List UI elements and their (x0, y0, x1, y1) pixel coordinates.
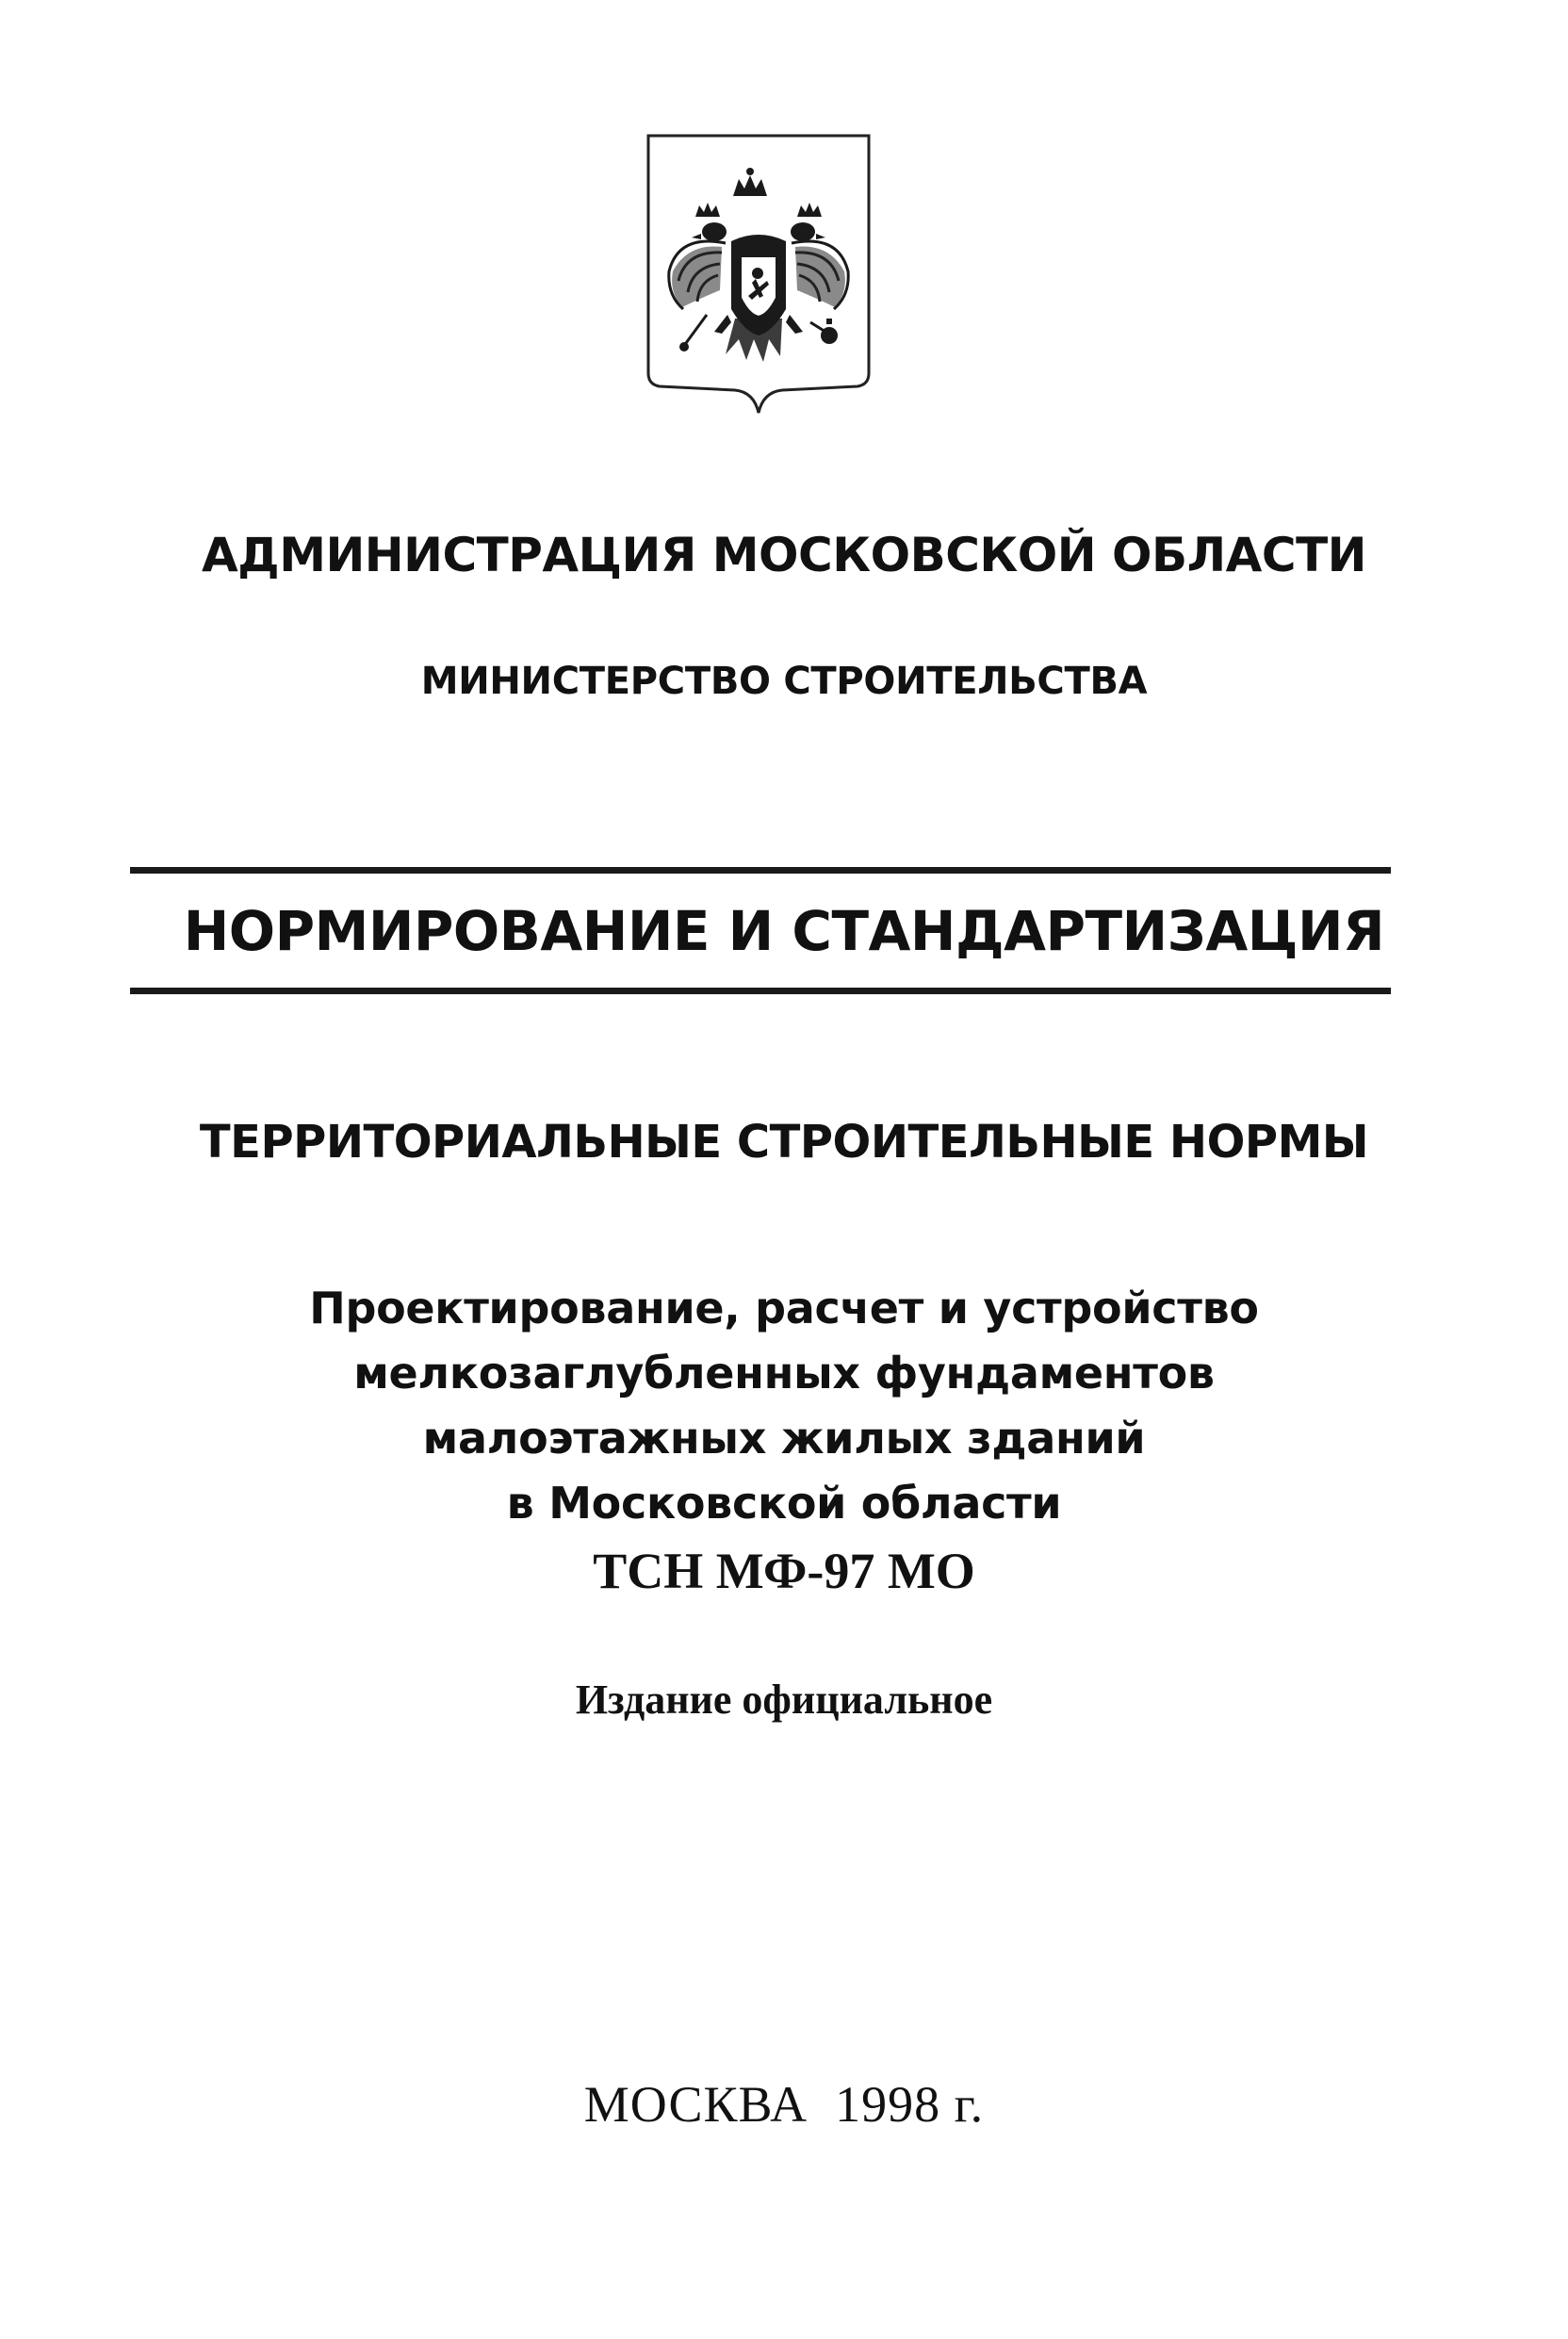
document-title (0, 1276, 1568, 1536)
document-title-line: в Московской области (506, 1478, 1062, 1529)
administration-heading: АДМИНИСТРАЦИЯ МОСКОВСКОЙ ОБЛАСТИ (201, 528, 1367, 582)
document-title-line: мелкозаглубленных фундаментов (353, 1348, 1215, 1398)
document-code: ТСН МФ-97 МО (593, 1543, 975, 1599)
top-divider (130, 867, 1391, 874)
series-title: НОРМИРОВАНИЕ И СТАНДАРТИЗАЦИЯ (183, 899, 1385, 963)
document-category: ТЕРРИТОРИАЛЬНЫЕ СТРОИТЕЛЬНЫЕ НОРМЫ (199, 1116, 1369, 1169)
ministry-heading: МИНИСТЕРСТВО СТРОИТЕЛЬСТВА (420, 660, 1148, 703)
edition-label: Издание официальное (575, 1677, 993, 1723)
bottom-divider (130, 988, 1391, 994)
document-title-line: Проектирование, расчет и устройство (309, 1283, 1259, 1333)
document-title-line: малоэтажных жилых зданий (422, 1413, 1146, 1464)
city-year: МОСКВА 1998 г. (583, 2076, 985, 2133)
coat-of-arms-icon (641, 130, 876, 422)
